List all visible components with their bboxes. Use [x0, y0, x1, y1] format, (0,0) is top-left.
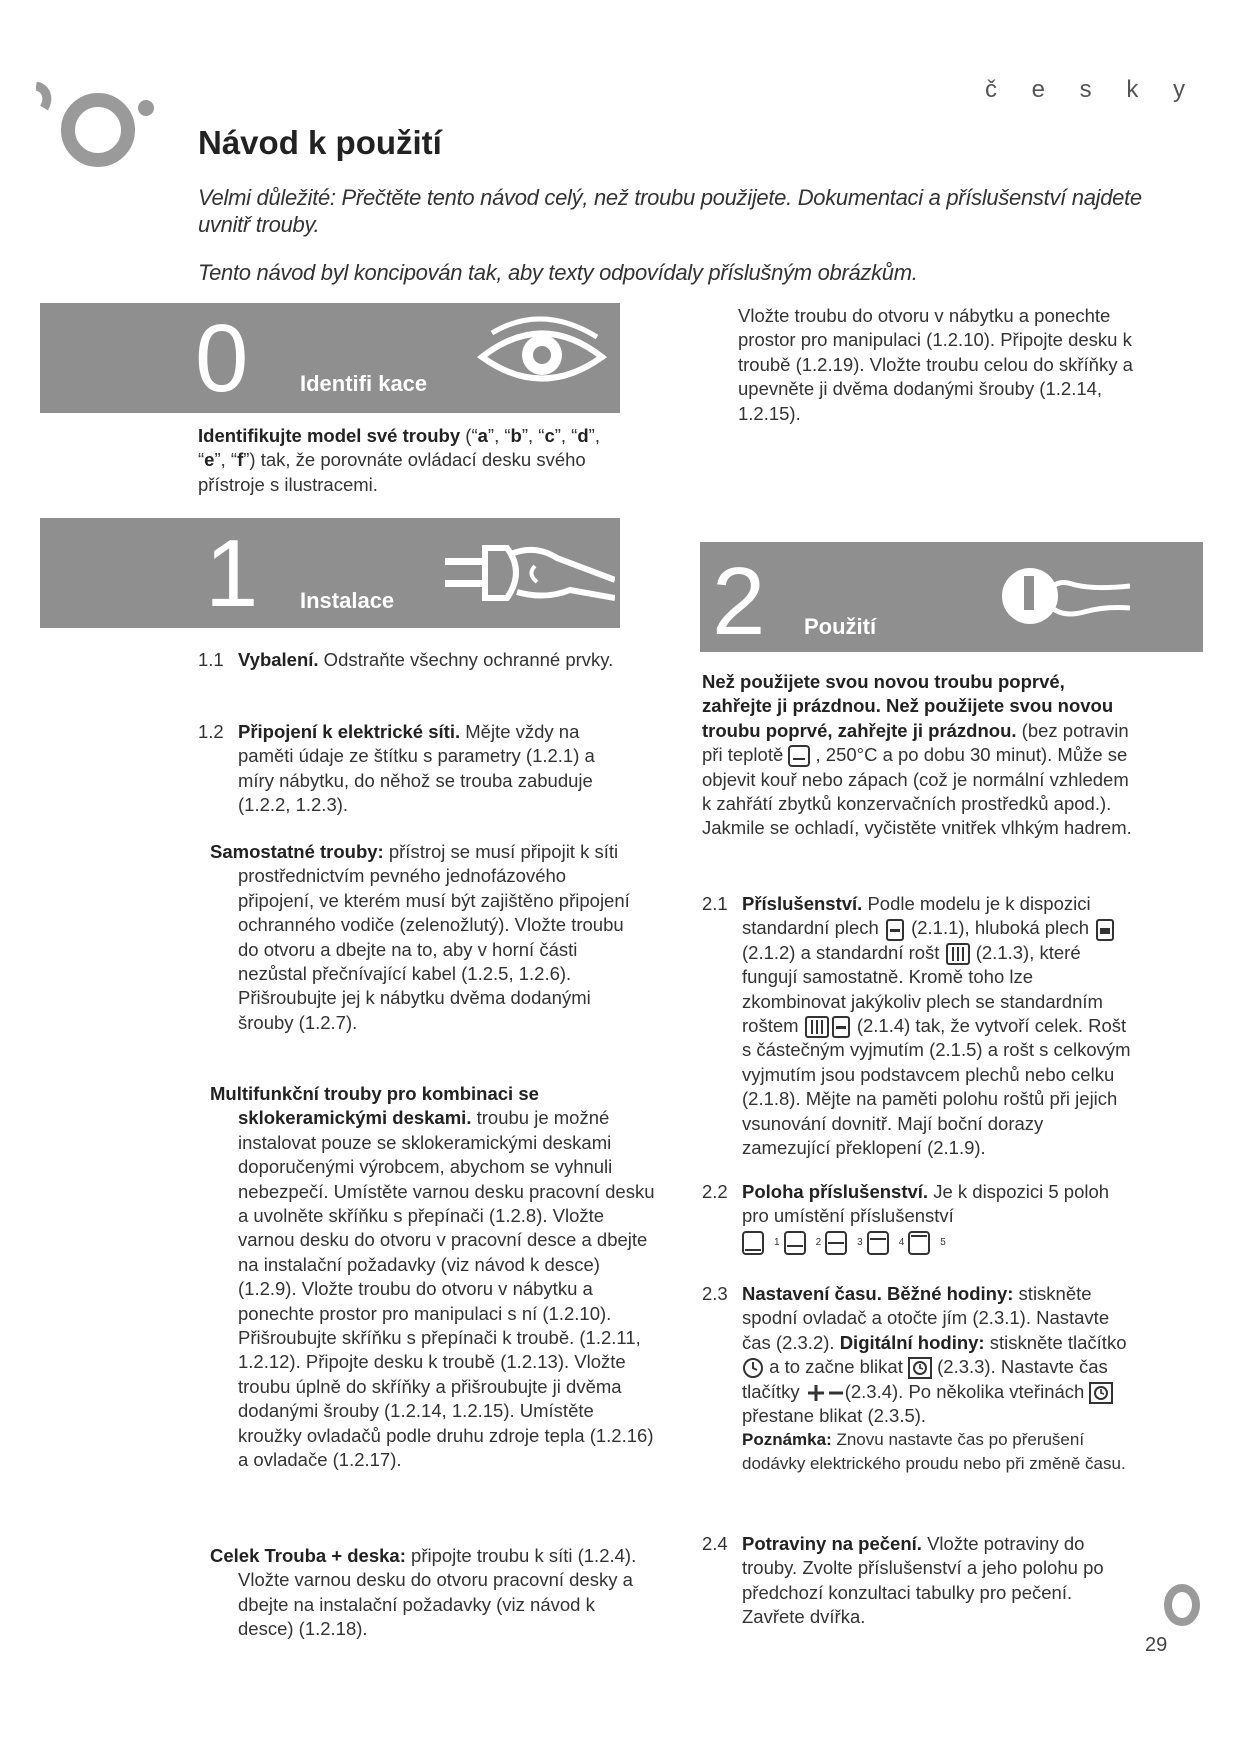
intro-text-2: Tento návod byl koncipován tak, aby texty odpovídaly příslušným obrázkům.	[198, 260, 918, 285]
item-2-1: 2.1 Příslušenství. Podle modelu je k dispozici standardní plech (2.1.1), hluboká plech (2.1.2) a standardní rošt (2.1.3), které fungují samostatně. Kromě toho lze zkombinovat jakýkoliv plech se standardním roštem (2.1.4) tak, že vytvoří celek. Rošt s částečným vyjmutím (2.1.5) a rošt s celkovým vyjmutím jsou podstavcem plechů nebo celku (2.1.8). Mějte na paměti polohu roštů při jejich vsunování dovnitř. Mají boční dorazy zamezující překlopení (2.1.9).	[702, 893, 1131, 1159]
clock-display-icon-2	[1089, 1382, 1113, 1404]
hand-button-icon	[980, 556, 1130, 636]
section-1-banner	[40, 518, 620, 628]
section-0-label: Identifi kace	[300, 371, 428, 396]
standard-tray-icon-2	[830, 1016, 852, 1038]
item-2-2: 2.2 Poloha příslušenství. Je k dispozici 5 poloh pro umístění příslušenství 1 2 3 4 5	[702, 1180, 1132, 1255]
shelf-position-icon	[867, 1231, 895, 1255]
intro-text: Velmi důležité: Přečtěte tento návod celý, než troubu použijete. Dokumentaci a příslušenství najdete uvnitř trouby.	[198, 185, 1142, 237]
plus-icon	[805, 1382, 827, 1404]
shelf-position-icon	[908, 1231, 936, 1255]
shelf-position-icon	[784, 1231, 812, 1255]
samostatne-trouby: Samostatné trouby: přístroj se musí připojit k síti prostřednictvím pevného jednofázového připojení, ve kterém musí být zajištěno připojení ochranného vodiče (zelenožlutý). Vložte troubu do otvoru a dbejte na to, aby v horní části nezůstal přečnívající kabel (1.2.5, 1.2.6). Přišroubujte jej k nábytku dvěma dodanými šrouby (1.2.7).	[210, 841, 630, 1033]
section-2-number: 2	[712, 548, 766, 655]
shelf-position-icon	[742, 1231, 770, 1255]
minus-icon	[827, 1382, 845, 1404]
clock-button-icon	[742, 1357, 764, 1379]
section-0-number: 0	[195, 305, 249, 412]
section-2-banner	[700, 542, 1203, 655]
grill-rack-icon-2	[804, 1016, 830, 1038]
shelf-positions: 1 2 3 4 5	[742, 1231, 1132, 1255]
item-2-4: 2.4 Potraviny na pečení. Vložte potraviny do trouby. Zvolte příslušenství a jeho polohu po předchozí konzultaci tabulky pro pečení. Zavřete dvířka.	[702, 1533, 1104, 1628]
section-2-label: Použití	[804, 614, 877, 639]
section-2-intro: Než použijete svou novou troubu poprvé, zahřejte ji prázdnou. Než použijete svou novou troubu poprvé, zahřejte ji prázdnou. (bez potravin při teplotě , 250°C a po dobu 30 minut). Může se objevit kouř nebo zápach (což je normální vzhledem k zahřátí zbytků konzervačních prostředků apod.). Jakmile se ochladí, vyčistěte vnitřek vlhkým hadrem.	[702, 671, 1132, 839]
standard-tray-icon	[884, 919, 906, 941]
grill-rack-icon	[945, 943, 971, 965]
section-0-banner	[40, 303, 620, 413]
item-2-3: 2.3 Nastavení času. Běžné hodiny: stiskněte spodní ovladač a otočte jím (2.3.1). Nastavte čas (2.3.2). Digitální hodiny: stiskněte tlačítko a to začne blikat (2.3.3). Nastavte čas tlačítky (2.3.4). Po několika vteřinách přestane blikat (2.3.5). Poznámka: Znovu nastavte čas po přerušení dodávky elektrického proudu nebo při změně času.	[702, 1283, 1127, 1474]
item-1-2: 1.2 Připojení k elektrické síti. Mějte vždy na paměti údaje ze štítku s parametry (1.2.1) a míry nábytku, do něhož se trouba zabuduje (1.2.2, 1.2.3).	[198, 721, 595, 816]
right-top-text: Vložte troubu do otvoru v nábytku a ponechte prostor pro manipulaci (1.2.10). Připojte desku k troubě (1.2.19). Vložte troubu celou do skříňky a upevněte ji dvěma dodanými šrouby (1.2.14, 1.2.15).	[738, 305, 1133, 424]
section-1-number: 1	[205, 520, 259, 627]
page-title: Návod k použití	[198, 124, 442, 161]
celek-trouba-deska: Celek Trouba + deska: připojte troubu k síti (1.2.4). Vložte varnou desku do otvoru pracovní desky a dbejte na instalační požadavky (viz návod k desce) (1.2.18).	[210, 1545, 637, 1640]
plug-icon	[445, 536, 615, 616]
section-0-text: Identifikujte model své trouby (“a”, “b”, “c”, “d”, “e”, “f”) tak, že porovnáte ovládací desku svého přístroje s ilustracemi.	[198, 425, 600, 495]
language-label: č e s k y	[985, 76, 1200, 103]
multifunkcni-trouby: Multifunkční trouby pro kombinaci se sklokeramickými deskami. troubu je možné instalovat pouze se sklokeramickými deskami doporučenými výrobcem, abychom se vyhnuli nebezpečí. Umístěte varnou desku pracovní desku a uvolněte skříňku s přepínači (1.2.8). Vložte varnou desku do otvoru v pracovní desce a dbejte na instalační požadavky (viz návod k desce) (1.2.9). Vložte troubu do otvoru v nábytku a ponechte prostor pro manipulaci s ní (1.2.10). Přišroubujte skříňku s přepínači k troubě. (1.2.11, 1.2.12). Připojte desku k troubě (1.2.13). Vložte troubu úplně do skříňky a přišroubujte ji dvěma dodanými šrouby (1.2.14, 1.2.15). Umístěte kroužky ovladačů podle druhu zdroje tepla (1.2.16) a ovladače (1.2.17).	[210, 1083, 655, 1471]
item-1-1: 1.1 Vybalení. Odstraňte všechny ochranné prvky.	[198, 649, 614, 670]
shelf-position-icon	[825, 1231, 853, 1255]
deep-tray-icon	[1094, 919, 1116, 941]
page-number: 29	[1145, 1634, 1168, 1656]
ring-icon	[1158, 1581, 1200, 1629]
eye-icon	[472, 315, 612, 395]
oven-mode-icon	[788, 745, 810, 767]
brand-logo-icon	[36, 78, 176, 188]
clock-display-icon	[908, 1357, 932, 1379]
section-1-label: Instalace	[300, 588, 395, 613]
